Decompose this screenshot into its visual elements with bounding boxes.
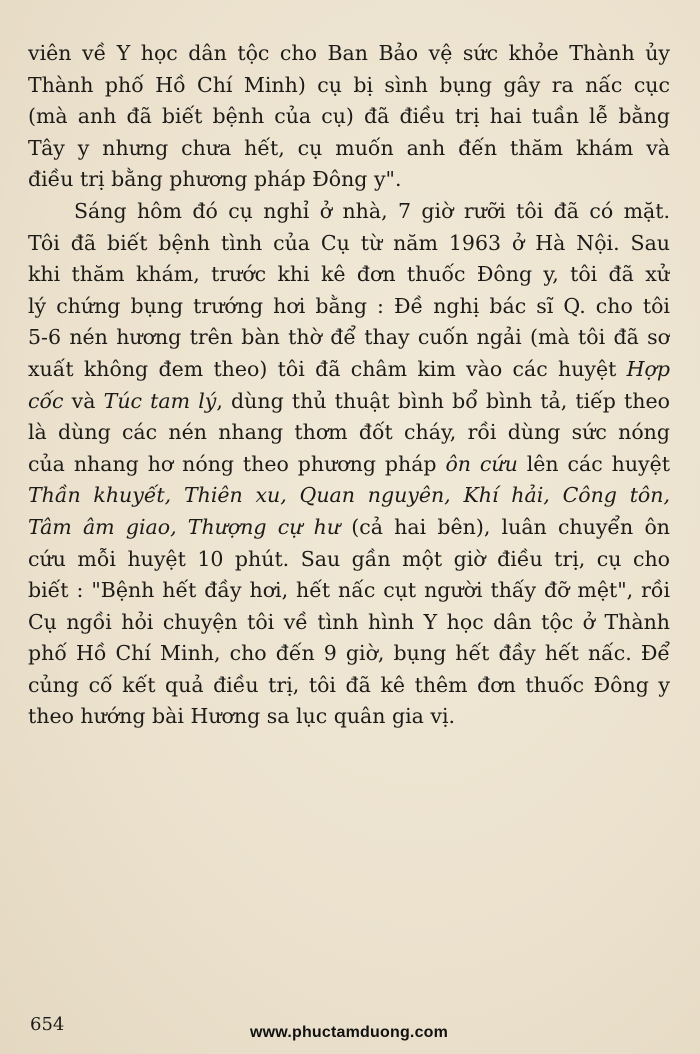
paragraph xyxy=(28,38,670,196)
text-run: điều trị bằng phương pháp Đông y". xyxy=(28,167,402,192)
italic-text: Thần khuyết, Thiên xu, Quan nguyên, Khí hải, Công tôn, xyxy=(28,483,670,508)
text-run: theo hướng bài Hương sa lục quân gia vị. xyxy=(28,704,456,729)
italic-text: cốc xyxy=(28,388,64,413)
text-line xyxy=(28,512,670,544)
text-line xyxy=(28,38,670,70)
text-run: và xyxy=(63,388,104,413)
text-run: xuất không đem theo) tôi đã châm kim vào các huyệt xyxy=(28,356,627,381)
text-line xyxy=(28,701,670,733)
body-text xyxy=(28,38,670,733)
text-run: lên các huyệt xyxy=(517,451,670,476)
text-line xyxy=(28,480,670,512)
text-run: củng cố kết quả điều trị, tôi đã kê thêm đơn thuốc Đông y xyxy=(28,672,670,697)
text-run: lý chứng bụng trướng hơi bằng : Đề nghị bác sĩ Q. cho tôi xyxy=(28,293,670,318)
text-line xyxy=(28,638,670,670)
text-line xyxy=(28,133,670,165)
text-line xyxy=(28,449,670,481)
page-number: 654 xyxy=(30,1014,65,1035)
text-line xyxy=(28,70,670,102)
text-line xyxy=(28,354,670,386)
text-run: (cả hai bên), luân chuyển ôn xyxy=(340,514,670,539)
website-watermark: www.phuctamduong.com xyxy=(250,1024,449,1041)
text-line xyxy=(28,544,670,576)
text-run: khi thăm khám, trước khi kê đơn thuốc Đông y, tôi đã xử xyxy=(28,262,670,287)
text-line xyxy=(28,607,670,639)
italic-text: Hợp xyxy=(626,356,670,381)
text-line xyxy=(28,196,670,228)
text-line xyxy=(28,386,670,418)
text-line xyxy=(28,322,670,354)
text-run: , dùng thủ thuật bình bổ bình tả, tiếp theo xyxy=(216,388,670,413)
text-line xyxy=(28,164,670,196)
text-run: viên về Y học dân tộc cho Ban Bảo vệ sức khỏe Thành ủy xyxy=(28,41,670,65)
text-line xyxy=(28,417,670,449)
text-run: Thành phố Hồ Chí Minh) cụ bị sình bụng gây ra nấc cục xyxy=(28,72,670,97)
text-line xyxy=(28,101,670,133)
text-line xyxy=(28,575,670,607)
text-run: phố Hồ Chí Minh, cho đến 9 giờ, bụng hết đầy hết nấc. Để xyxy=(28,641,670,666)
text-run: biết : "Bệnh hết đầy hơi, hết nấc cụt người thấy đỡ mệt", rồi xyxy=(28,578,670,603)
text-line xyxy=(28,291,670,323)
text-line xyxy=(28,228,670,260)
italic-text: Tâm âm giao, Thượng cự hư xyxy=(28,514,341,539)
text-run: Tôi đã biết bệnh tình của Cụ từ năm 1963 ở Hà Nội. Sau xyxy=(28,230,670,255)
text-run: Tây y nhưng chưa hết, cụ muốn anh đến thăm khám và xyxy=(28,135,670,160)
italic-text: Túc tam lý xyxy=(103,388,217,413)
text-run: là dùng các nén nhang thơm đốt cháy, rồi dùng sức nóng xyxy=(28,420,670,445)
italic-text: ôn cứu xyxy=(445,451,518,476)
paragraph xyxy=(28,196,670,733)
text-run: 5-6 nén hương trên bàn thờ để thay cuốn ngải (mà tôi đã sơ xyxy=(28,325,670,350)
text-line xyxy=(28,259,670,291)
text-run: Sáng hôm đó cụ nghỉ ở nhà, 7 giờ rưỡi tôi đã có mặt. xyxy=(74,198,670,223)
text-run: (mà anh đã biết bệnh của cụ) đã điều trị hai tuần lễ bằng xyxy=(28,104,670,129)
text-run: Cụ ngồi hỏi chuyện tôi về tình hình Y học dân tộc ở Thành xyxy=(28,609,670,634)
text-run: của nhang hơ nóng theo phương pháp xyxy=(28,451,446,476)
text-run: cứu mỗi huyệt 10 phút. Sau gần một giờ điều trị, cụ cho xyxy=(28,546,670,571)
text-line xyxy=(28,670,670,702)
